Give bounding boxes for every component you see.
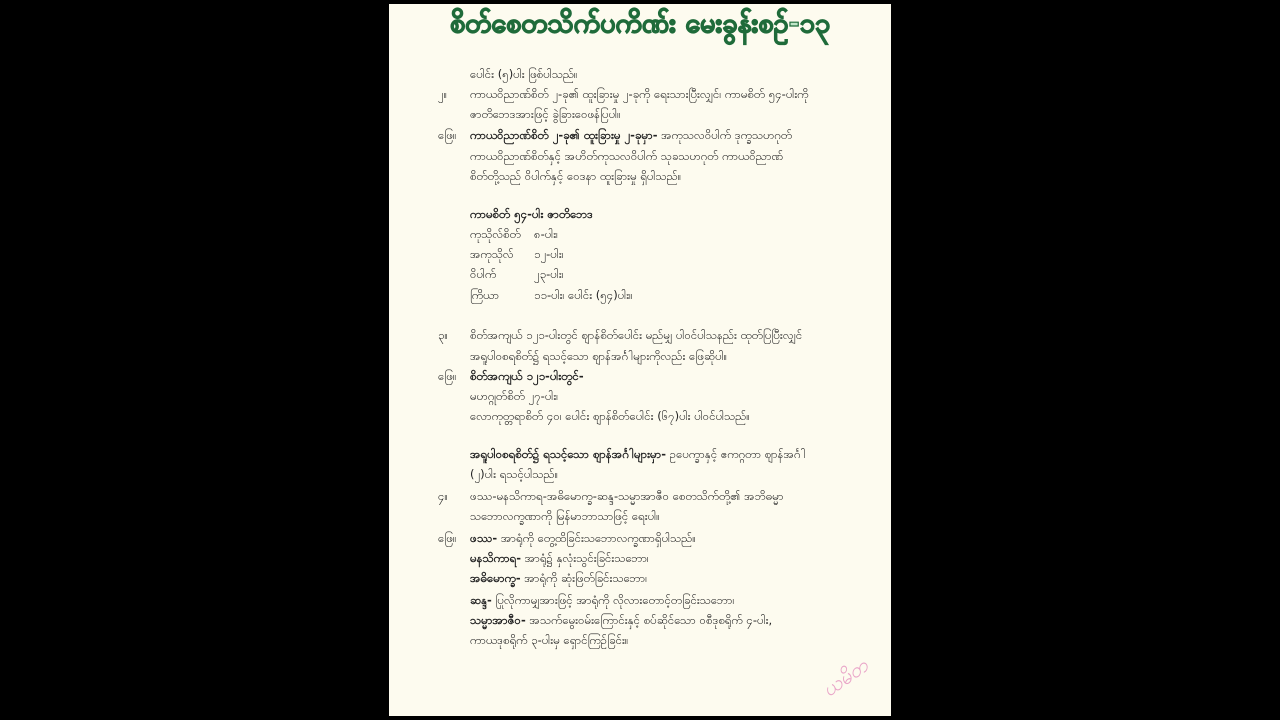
definition: အသက်မွေးဝမ်းကြောင်းနှင့် စပ်ဆိုင်သော ဝစီဒုစရိုက် ၄-ပါး, (525, 613, 773, 627)
answer-2-line: စိတ်တို့သည် ဝိပါက်နှင့် ဝေဒနာ ထူးခြားမှု ရှိပါသည်။ (470, 169, 682, 183)
answer-2-line (470, 127, 838, 143)
document-page (389, 4, 891, 716)
kama-row-name: ကြိယာ (470, 288, 500, 302)
term: ဆန္ဒ- (470, 593, 492, 607)
kama-row-name: ဝိပါက် (470, 267, 497, 281)
term: မနသိကာရ- (470, 551, 521, 565)
answer-4-item (470, 612, 838, 628)
kama-row (470, 246, 838, 262)
answer-4-item (470, 570, 838, 586)
answer-3-line (470, 446, 838, 462)
kama-row-value: ၁၂-ပါး၊ (534, 247, 564, 261)
question-3-line: စိတ်အကျယ် ၁၂၁-ပါးတွင် ဈာန်စိတ်ပေါင်း မည်မျှ ပါဝင်ပါသနည်း ထုတ်ပြပြီးလျှင် (470, 328, 803, 342)
question-number: ၃။ (438, 328, 448, 342)
answer-label: ဖြေ။ (438, 128, 457, 142)
answer-label: ဖြေ။ (438, 369, 457, 383)
kama-heading: ကာမစိတ် ၅၄-ပါး ဇာတိဘေဒ (470, 207, 594, 221)
answer-2-line: ကာယဝိညာဏ်စိတ်နှင့် အဟိတ်ကုသလဝိပါက် သုခသဟဂုတ် ကာယဝိညာဏ် (470, 149, 784, 163)
definition: အာရုံကို တွေ့ထိခြင်းသဘောလက္ခဏာရှိပါသည်။ (497, 531, 696, 545)
term: အဓိမောက္ခ- (470, 571, 521, 585)
question-4-line: ဖဿ-မနသိကာရ-အဓိမောက္ခ-ဆန္ဒ-သမ္မာအာဇီဝ စေတသိက်တို့၏ အဘိဓမ္မာ (470, 489, 784, 503)
answer-label: ဖြေ။ (438, 531, 457, 545)
definition: အာရုံကို ဆုံးဖြတ်ခြင်းသဘော၊ (520, 571, 648, 585)
answer-3-line: မဟဂ္ဂုတ်စိတ် ၂၇-ပါး၊ (470, 389, 559, 403)
question-3-line: အရူပါဝစရစိတ်၌ ရသင့်သော ဈာန်အင်္ဂါများကိုလည်း ဖြေဆိုပါ။ (470, 349, 728, 363)
watermark-signature: ယမိတ (817, 653, 873, 702)
answer-3-bold: စိတ်အကျယ် ၁၂၁-ပါးတွင်- (470, 369, 584, 383)
answer-4-item (470, 550, 838, 566)
kama-row-value: ၁၁-ပါး၊ ပေါင်း (၅၄)ပါး။ (534, 288, 633, 302)
answer-2-bold: ကာယဝိညာဏ်စိတ် ၂-ခု၏ ထူးခြားမှု ၂-ခုမှာ- (470, 128, 658, 142)
question-2-line: ဇာတိဘေဒအားဖြင့် ခွဲခြားဝေဖန်ပြပါ။ (470, 107, 621, 121)
kama-row-name: ကုသိုလ်စိတ် (470, 227, 521, 241)
question-4-line: သဘောလက္ခဏာကို မြန်မာဘာသာဖြင့် ရေးပါ။ (470, 509, 660, 523)
answer-3-bold: အရူပါဝစရစိတ်၌ ရသင့်သော ဈာန်အင်္ဂါများမှာ- (470, 447, 667, 461)
question-2-line: ကာယဝိညာဏ်စိတ် ၂-ခု၏ ထူးခြားမှု ၂-ခုကို ရေးသားပြီးလျှင်၊ ကာမစိတ် ၅၄-ပါးကို (470, 87, 809, 101)
question-number: ၂။ (438, 87, 448, 101)
answer-3-line: (၂)ပါး ရသင့်ပါသည်။ (470, 467, 559, 481)
answer-2-text: အကုသလဝိပါက် ဒုက္ခသဟဂုတ် (657, 128, 793, 142)
definition: ပြုလိုကာမျှအားဖြင့် အာရုံကို လိုလားတောင့်တခြင်းသဘော၊ (491, 593, 735, 607)
answer-3-line: လောကုတ္တရာစိတ် ၄၀၊ ပေါင်း ဈာန်စိတ်ပေါင်း (၆၇)ပါး ပါဝင်ပါသည်။ (470, 409, 750, 423)
page-title: စိတ်စေတသိက်ပကိဏ်း မေးခွန်းစဉ်-၁၃ (449, 8, 831, 39)
definition: အာရုံ၌ နှလုံးသွင်းခြင်းသဘော၊ (521, 551, 649, 565)
kama-row (470, 226, 838, 242)
kama-row (470, 266, 838, 282)
kama-row-value: ၂၃-ပါး၊ (534, 267, 564, 281)
answer-4-item (470, 592, 838, 608)
answer-4-line: ကာယဒုစရိုက် ၃-ပါးမှ ရှောင်ကြဉ်ခြင်း။ (470, 633, 629, 647)
term: ဖဿ- (470, 531, 498, 545)
answer-4-item (470, 530, 838, 546)
kama-row-value: ၈-ပါး၊ (534, 227, 559, 241)
term: သမ္မာအာဇီဝ- (470, 613, 526, 627)
text-line: ပေါင်း (၅)ပါး ဖြစ်ပါသည်။ (470, 67, 578, 81)
kama-row (470, 287, 838, 303)
kama-row-name: အကုသိုလ် (470, 247, 514, 261)
answer-3-text: ဥပေက္ခာနှင့် ဧကဂ္ဂတာ ဈာန်အင်္ဂါ (666, 447, 806, 461)
question-number: ၄။ (438, 489, 448, 503)
